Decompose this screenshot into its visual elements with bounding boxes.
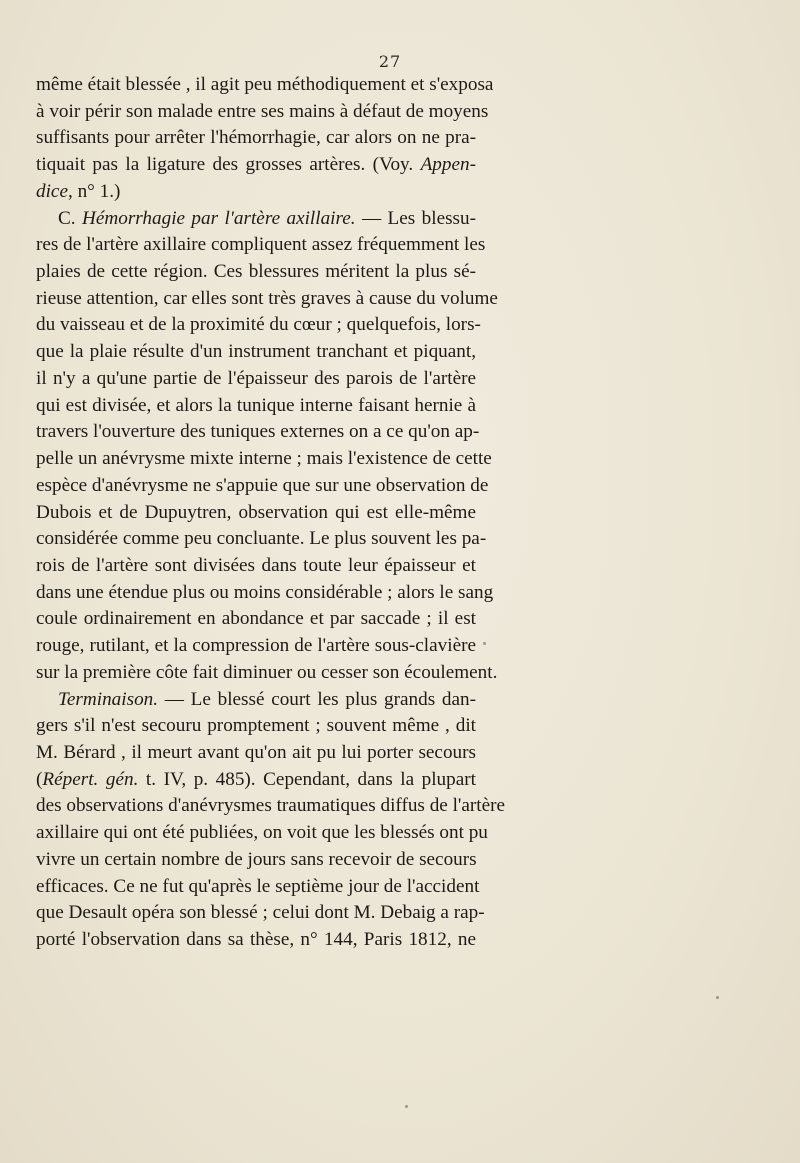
text-line: à voir périr son malade entre ses mains à défaut de moyens: [36, 100, 489, 122]
text-line: (Répert. gén. t. IV, p. 485). Cependant, dans la plupart: [36, 768, 476, 790]
text-line: rouge, rutilant, et la compression de l'artère sous-clavière: [36, 635, 476, 657]
text-line: dans une étendue plus ou moins considérable ; alors le sang: [36, 581, 494, 603]
text-line: considérée comme peu concluante. Le plus souvent les pa-: [36, 528, 487, 550]
text-line: que la plaie résulte d'un instrument tranchant et piquant,: [36, 341, 476, 363]
text-line: M. Bérard , il meurt avant qu'on ait pu lui porter secours: [36, 741, 476, 763]
text-line: travers l'ouverture des tuniques externes on a ce qu'on ap-: [36, 421, 480, 443]
text-line: suffisants pour arrêter l'hémorrhagie, car alors on ne pra-: [36, 127, 476, 149]
section-heading-line: C. Hémorrhagie par l'artère axillaire. — Les blessu-: [58, 207, 476, 229]
text-line: du vaisseau et de la proximité du cœur ; quelquefois, lors-: [36, 314, 481, 336]
text-line: sur la première côte fait diminuer ou cesser son écoulement.: [36, 661, 498, 683]
text-line: rois de l'artère sont divisées dans toute leur épaisseur et: [36, 554, 476, 576]
text-line: que Desault opéra son blessé ; celui dont M. Debaig a rap-: [36, 902, 485, 924]
text-line: il n'y a qu'une partie de l'épaisseur des parois de l'artère: [36, 367, 476, 389]
text-line: axillaire qui ont été publiées, on voit que les blessés ont pu: [36, 822, 488, 844]
text-line: tiquait pas la ligature des grosses artères. (Voy. Appen-: [36, 154, 476, 176]
text-line: rieuse attention, car elles sont très graves à cause du volume: [36, 287, 498, 309]
text-line: même était blessée , il agit peu méthodiquement et s'exposa: [36, 74, 494, 95]
text-line: vivre un certain nombre de jours sans recevoir de secours: [36, 848, 477, 870]
text-line: espèce d'anévrysme ne s'appuie que sur une observation de: [36, 474, 489, 496]
text-line: coule ordinairement en abondance et par saccade ; il est: [36, 608, 476, 630]
text-line: qui est divisée, et alors la tunique interne faisant hernie à: [36, 394, 476, 416]
page-number: 27: [378, 52, 402, 71]
text-line: pelle un anévrysme mixte interne ; mais l'existence de cette: [36, 448, 492, 470]
text-line: Dubois et de Dupuytren, observation qui est elle-même: [36, 501, 476, 523]
paper-speck: [405, 1105, 408, 1108]
paper-speck: [716, 996, 719, 999]
text-line: gers s'il n'est secouru promptement ; souvent même , dit: [36, 715, 476, 737]
body-text: [36, 72, 506, 954]
text-line: res de l'artère axillaire compliquent assez fréquemment les: [36, 234, 486, 256]
section-heading-line: Terminaison. — Le blessé court les plus grands dan-: [58, 688, 476, 710]
text-line: dice, n° 1.): [36, 180, 121, 202]
text-line: porté l'observation dans sa thèse, n° 144, Paris 1812, ne: [36, 929, 476, 950]
paper-speck: [483, 642, 486, 645]
text-line: efficaces. Ce ne fut qu'après le septième jour de l'accident: [36, 875, 480, 897]
text-line: des observations d'anévrysmes traumatiques diffus de l'artère: [36, 795, 506, 817]
text-line: plaies de cette région. Ces blessures méritent la plus sé-: [36, 261, 476, 283]
